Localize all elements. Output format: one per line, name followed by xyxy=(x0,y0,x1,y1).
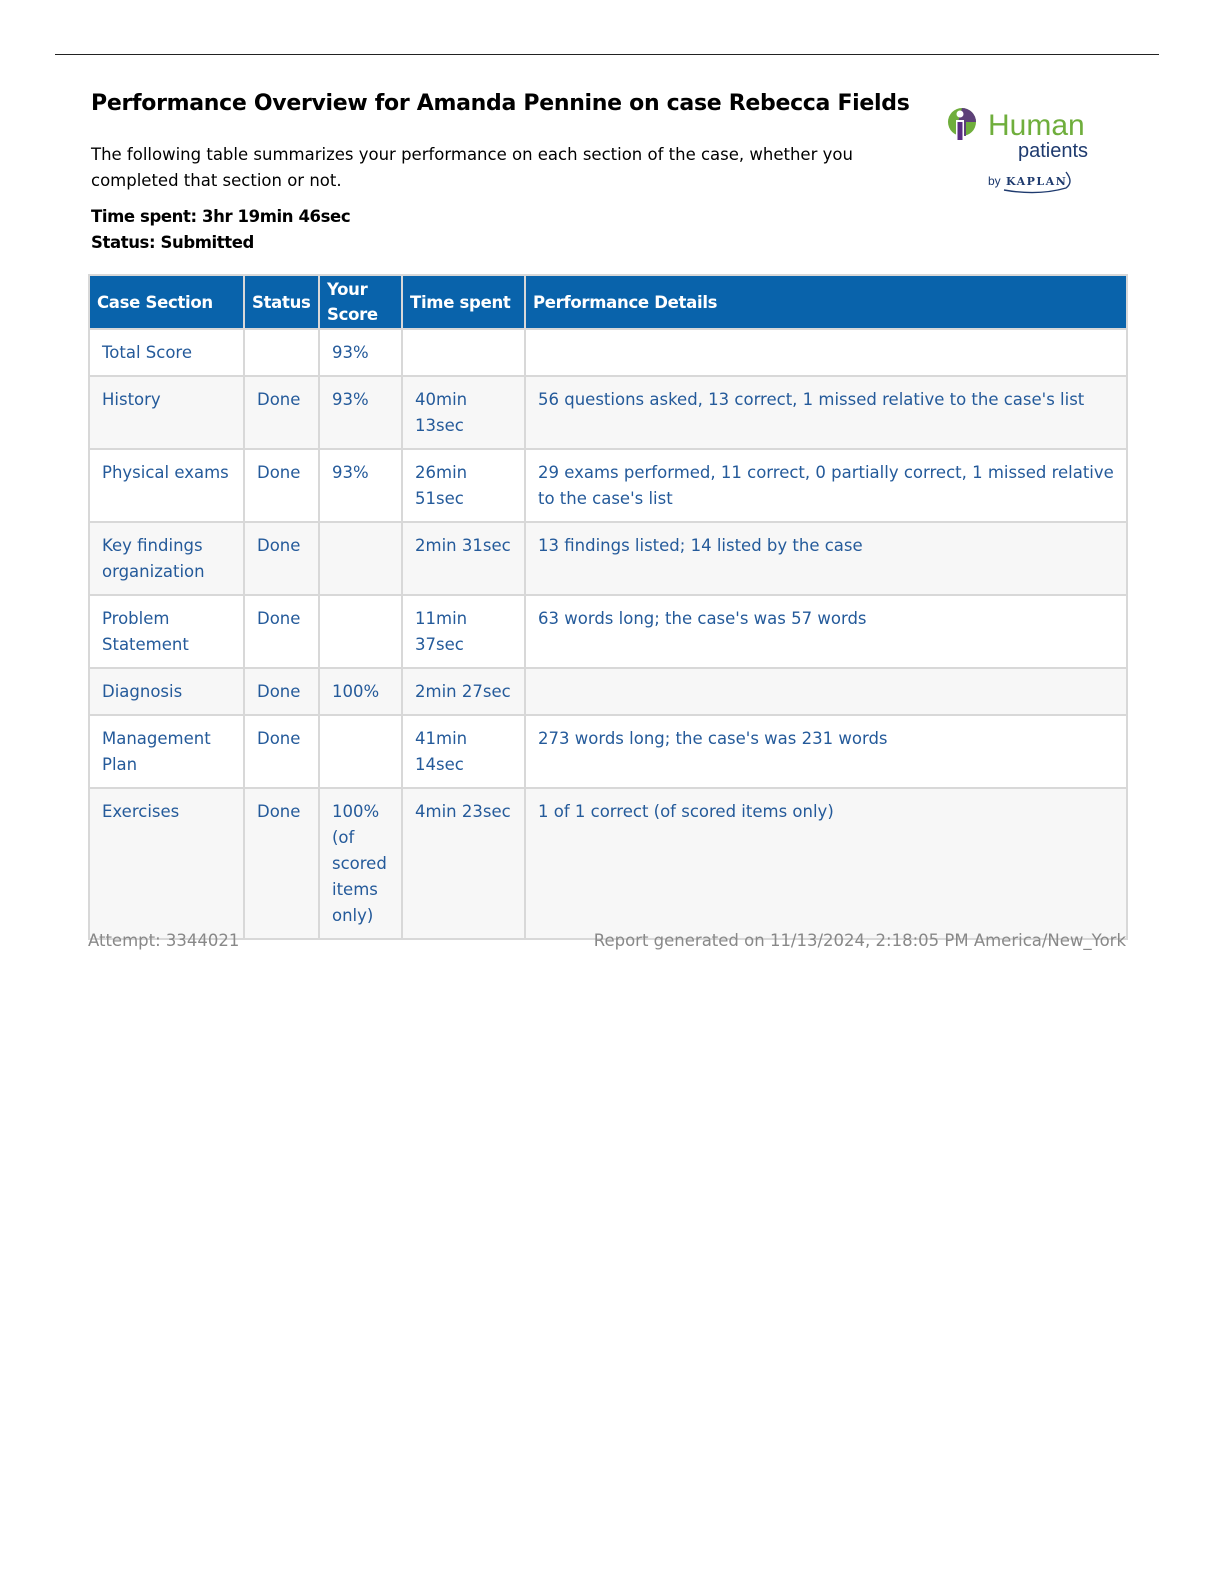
cell-time xyxy=(402,329,525,376)
cell-status: Done xyxy=(244,522,319,595)
cell-time: 2min 27sec xyxy=(402,668,525,715)
cell-section: Physical exams xyxy=(89,449,244,522)
attempt-id: Attempt: 3344021 xyxy=(88,931,240,950)
performance-table xyxy=(88,274,1128,940)
cell-time: 4min 23sec xyxy=(402,788,525,939)
cell-details: 56 questions asked, 13 correct, 1 missed relative to the case's list xyxy=(525,376,1127,449)
cell-details: 29 exams performed, 11 correct, 0 partially correct, 1 missed relative to the case's list xyxy=(525,449,1127,522)
table-row xyxy=(89,595,1127,668)
cell-score xyxy=(319,595,402,668)
cell-time: 26min 51sec xyxy=(402,449,525,522)
meta-block xyxy=(91,204,931,256)
logo-brand-sub: patients xyxy=(1018,140,1089,162)
cell-section: Exercises xyxy=(89,788,244,939)
cell-section: Management Plan xyxy=(89,715,244,788)
cell-time: 40min 13sec xyxy=(402,376,525,449)
time-spent-total: Time spent: 3hr 19min 46sec xyxy=(91,207,351,226)
cell-section: Diagnosis xyxy=(89,668,244,715)
table-row xyxy=(89,329,1127,376)
cell-section: Total Score xyxy=(89,329,244,376)
table-row xyxy=(89,715,1127,788)
cell-details: 1 of 1 correct (of scored items only) xyxy=(525,788,1127,939)
logo-kaplan: KAPLAN xyxy=(1006,175,1068,188)
cell-details: 63 words long; the case's was 57 words xyxy=(525,595,1127,668)
cell-details xyxy=(525,668,1127,715)
cell-section: History xyxy=(89,376,244,449)
top-rule xyxy=(55,54,1159,55)
cell-status xyxy=(244,329,319,376)
table-header-row xyxy=(89,275,1127,329)
table-row xyxy=(89,788,1127,939)
cell-status: Done xyxy=(244,449,319,522)
cell-status: Done xyxy=(244,788,319,939)
cell-status: Done xyxy=(244,376,319,449)
cell-score: 93% xyxy=(319,449,402,522)
cell-section: Problem Statement xyxy=(89,595,244,668)
report-header xyxy=(91,88,931,256)
table-row xyxy=(89,522,1127,595)
logo-by: by xyxy=(988,174,1001,188)
cell-score: 100% xyxy=(319,668,402,715)
cell-details xyxy=(525,329,1127,376)
table-row xyxy=(89,376,1127,449)
cell-time: 11min 37sec xyxy=(402,595,525,668)
col-header-performance-details: Performance Details xyxy=(525,275,1127,329)
cell-status: Done xyxy=(244,668,319,715)
cell-score: 93% xyxy=(319,376,402,449)
ihuman-patients-logo xyxy=(948,100,1118,200)
page-title: Performance Overview for Amanda Pennine on case Rebecca Fields xyxy=(91,91,910,116)
submission-status: Status: Submitted xyxy=(91,233,254,252)
report-generated-timestamp: Report generated on 11/13/2024, 2:18:05 PM America/New_York xyxy=(593,931,1126,950)
cell-time: 41min 14sec xyxy=(402,715,525,788)
cell-score xyxy=(319,715,402,788)
cell-score: 100% (of scored items only) xyxy=(319,788,402,939)
col-header-status: Status xyxy=(244,275,319,329)
cell-section: Key findings organization xyxy=(89,522,244,595)
cell-status: Done xyxy=(244,595,319,668)
intro-text: The following table summarizes your performance on each section of the case, whether you completed that section or not. xyxy=(91,145,853,190)
cell-details: 13 findings listed; 14 listed by the case xyxy=(525,522,1127,595)
ihuman-logo-icon xyxy=(948,100,1118,200)
table-row xyxy=(89,449,1127,522)
cell-details: 273 words long; the case's was 231 words xyxy=(525,715,1127,788)
logo-brand-name: Human xyxy=(988,109,1085,142)
col-header-case-section: Case Section xyxy=(89,275,244,329)
cell-time: 2min 31sec xyxy=(402,522,525,595)
col-header-your-score: Your Score xyxy=(319,275,402,329)
cell-status: Done xyxy=(244,715,319,788)
col-header-time-spent: Time spent xyxy=(402,275,525,329)
cell-score xyxy=(319,522,402,595)
cell-score: 93% xyxy=(319,329,402,376)
table-row xyxy=(89,668,1127,715)
